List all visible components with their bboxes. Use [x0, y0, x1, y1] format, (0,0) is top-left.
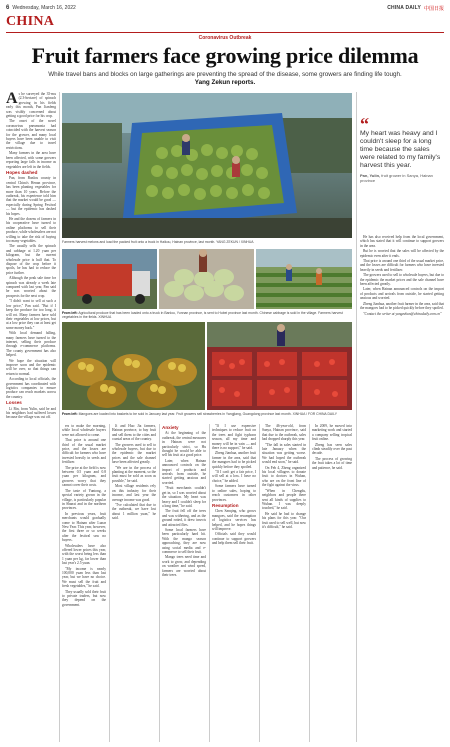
- paragraph: With local demand falling, many farmers have turned to the internet, selling their produce through e-commerce platforms. The county government has also helped.: [6, 331, 56, 358]
- paragraph: "If I can't get a fair price, I will sell at a loss. I have no choice," he added.: [212, 470, 256, 483]
- paragraph: Zheng Jianhua, another fruit farmer in the area, said that the mangoes had to be picked quickly before they spoiled.: [212, 451, 256, 469]
- paragraph: Ji and Huo Jia farmers, Hainan province, to buy fruit and sell them to the cities and coastal areas of the country.: [112, 424, 156, 442]
- masthead-brand: [387, 5, 444, 12]
- photo-credit: YANG ZEKUN / XINHUA: [216, 240, 254, 244]
- column-divider: [209, 424, 210, 742]
- column-divider: [356, 92, 357, 742]
- subhead: Resumption: [212, 502, 239, 508]
- paragraph: The usually sells the spinach and cabbage at 1.20 yuan per kilogram, but the current wholesale price is half that. To dispose of the crop before it spoils, he has had to reduce the price further.: [6, 244, 56, 275]
- paragraph: They usually sold their fruit to private traders, but now they depend on the government.: [62, 589, 106, 607]
- strawberries-image: [207, 322, 352, 410]
- deck-text: While travel bans and blocks on large gatherings are preventing the spread of the disease, some growers are finding life tough.: [48, 71, 402, 78]
- paragraph: ers to make the morning, while local wholesale buyers were not allowed to come.: [62, 424, 106, 437]
- column-divider: [59, 92, 60, 742]
- paragraph: Zheng has seen sales climb steadily over the past decade.: [312, 442, 352, 456]
- paragraph: Zheng Jianhua, another fruit farmer in the area, said that the mangoes had to be picked quickly before they spoiled.: [360, 301, 444, 311]
- paragraph: Most village residents rely on this industry for their income, and last year the average income was good.: [112, 484, 156, 502]
- paragraph: "If I use expensive techniques to reduce fruit on the trees and fight typhoon season, all my time and money will be in vain — and there is no support," he said.: [212, 424, 256, 451]
- photo-strawberries: [207, 322, 352, 410]
- caption-text: Farmers harvest melons and load the packed fruit onto a truck in Haikou, Hainan province, last month.: [62, 240, 216, 244]
- quote-text: My heart was heavy and I couldn't sleep for a long time because the sales were related to my family's harvest this year.: [360, 130, 441, 169]
- section-title: CHINA: [6, 14, 55, 29]
- paragraph: Chen Sanqing, who grows mangoes, said the resumption of logistics services has helped, and he hopes things will improve.: [212, 509, 256, 531]
- contact-line: "Contact the writer at yangzekun@chinadaily.com.cn": [363, 311, 442, 316]
- article-column-6: [262, 424, 306, 742]
- paragraph: Many farmers in the area have been affected, with some growers reporting large falls in income as vegetables are left in the fields.: [6, 151, 56, 169]
- paragraph: The growers used to sell to wholesale buyers, but due to the epidemic the market prices and the sale channel have been affected greatly.: [112, 442, 156, 465]
- paragraph: That price is around one third of the usual market price, and the losses are difficult for farmers who have invested heavily in seeds and fertilizer.: [62, 438, 106, 465]
- paragraph: Wholesalers have also offered lower prices this year, with the worst being less than 1 yuan per kg, far lower than last year's 2.5 yuan.: [62, 543, 106, 566]
- paragraph: The onset of the novel coronavirus pneumonia had coincided with the harvest season for the grower, and many local buyers have been unable to visit the village due to travel restrictions.: [6, 119, 56, 150]
- paragraph: "My income is nearly 100,000 yuan less than last year, but we have no choice. We must sell the fruit and fresh vegetables," he said.: [62, 566, 106, 589]
- quote-attribution: [360, 173, 442, 183]
- photo-credit: XINHUA / FOR CHINA DAILY: [292, 412, 337, 416]
- photo-vegetable-field: [256, 249, 352, 309]
- newspaper-name-chinese: 中国日报: [423, 5, 444, 12]
- paragraph: Some local farmers have been particularly hard hit. With the mango season approaching, they are now using social media and e-commerce to sell their fruit.: [162, 527, 206, 554]
- byline: Yang Zekun reports.: [194, 79, 256, 86]
- paragraph: The taste of Yuntong, a special variety grown in the village, is particularly popular in Shanxi and in the northern provinces.: [62, 488, 106, 511]
- headline: Fruit farmers face growing price dilemma: [31, 43, 419, 68]
- column-divider: [259, 424, 260, 742]
- paragraph: According to local officials, the government has coordinated with logistics companies to ensure produce can reach markets across the country.: [6, 377, 56, 399]
- quote-speaker: Pan, Yulin,: [360, 173, 381, 178]
- paragraph: Li Bin, from Yulin, said he and his neighbors had suffered losses because the village was cut off.: [6, 406, 56, 420]
- truck-loading-image: [62, 93, 352, 238]
- pull-quote: [360, 114, 442, 183]
- paragraph: "I've calculated that due to the outbreak, we have lost about 1 million yuan," he said.: [112, 502, 156, 521]
- article-column-5: [212, 424, 256, 742]
- paragraph: Some farmers have turned to online sales, hoping to reach customers in other provinces.: [212, 484, 256, 502]
- newspaper-name: CHINA DAILY: [387, 5, 421, 11]
- paragraph: "When in Chengdu, neighbors and people there sent all kinds of supplies to Wuhan. I was deeply touched," he said.: [262, 488, 306, 511]
- article-column-2: [62, 424, 106, 742]
- quote-speaker-role: fruit grower in Sanya, Hainan province: [360, 173, 433, 183]
- photo-truck-loading: [62, 93, 352, 238]
- paragraph: "We are in the process of planting at the moment, so the fruit must be sold as soon as possible," he said.: [112, 465, 156, 483]
- article-column-right: [360, 235, 444, 742]
- subhead: Anxiety: [162, 425, 179, 430]
- produce-truck-image: [62, 249, 157, 309]
- paragraph: The 46-year-old, from Sanya, Hainan province, said that due to the outbreak, sales had dropped sharply this year.: [262, 424, 306, 442]
- article-column-7: [312, 424, 352, 742]
- mango-baskets-image: [62, 322, 205, 410]
- paragraph: On Feb 4, Zheng organized his local villagers to donate fruit to doctors in Wuhan, who are on the front line of the fight against the virus.: [262, 465, 306, 488]
- paragraph: He has also received help from the local government, which has stated that it will continue to support growers in the area.: [360, 235, 444, 248]
- caption-title: From left:: [62, 412, 78, 416]
- quote-mark-icon: “: [360, 114, 369, 134]
- paragraph: Mango trees need time and work to grow, and depending on weather and wind speed, farmers are worried about their trees.: [162, 555, 206, 577]
- paragraph: "The fall in sales started in late January when the situation was getting worse. We had hoped the outbreak would end soon," he said.: [262, 442, 306, 465]
- paragraph: We hope the situation will improve soon and the epidemic will be over, so that things can return to normal.: [6, 358, 56, 376]
- paragraph: Although the peak sale time for spinach was already a week late compared with last year, Pan said he was worried about the prospects for the next crop.: [6, 276, 56, 298]
- issue-date: Wednesday, March 16, 2022: [12, 5, 76, 11]
- column-divider: [309, 424, 310, 742]
- paragraph: "I didn't want to sell at such a low price," Pan said. "But if I keep the produce for too long, it will rot. Many farmers have sold their vegetables at low prices, but at a low price they can at least get some money back.": [6, 299, 56, 330]
- paragraph: Later, when Hainan announced controls on the import of products and arrivals from outside, he started getting anxious and worried.: [360, 287, 444, 301]
- caption-text: Agricultural produce that has been loaded onto a truck in Banlou, Yunnan province, is sent to Hubei province last month. Chinese cabbage is sold in the village. Farmers harvest vegetables in the fields.: [62, 311, 343, 320]
- paragraph: Officials said they would continue to support growers and help them sell their fruit.: [212, 532, 256, 546]
- deck: [40, 71, 410, 87]
- drop-cap: A: [6, 92, 18, 107]
- page-number: 6: [6, 5, 10, 11]
- photo-mango-baskets: [62, 322, 205, 410]
- caption-text: Mangoes are loaded into baskets to be sold in January last year. Fruit growers sell strawberries in Yangjiang, Guangdong province last month.: [78, 412, 292, 416]
- paragraph: Later, when Hainan announced controls on the import of products and arrivals from outside, he started getting anxious and worried.: [162, 458, 206, 485]
- paragraph: The fruit fell off the trees and was withering, and as the ground rotted, it drew insects and attracted flies.: [162, 509, 206, 527]
- photo-credit: XINHUA: [98, 315, 112, 320]
- paragraph: In 2009, he moved into marketing work and started a company selling tropical fruit online.: [312, 424, 352, 442]
- paragraph: The process of growing the fruit takes a lot of time and patience, he said.: [312, 456, 352, 470]
- cabbage-image: [159, 249, 254, 309]
- article-column-1: [6, 92, 56, 742]
- photo-strip-caption: [62, 311, 352, 319]
- subhead: Hopes dashed: [6, 169, 38, 175]
- paragraph: He and the dozens of farmers in his cooperative have turned to online platforms to sell their produce, while wholesalers are not willing to take the risk of buying too many vegetables.: [6, 216, 56, 243]
- caption-title: From left:: [62, 311, 78, 315]
- paragraph: That price is around one third of the usual market price, and the losses are difficult for farmers who have invested heavily in seeds and fertilizer.: [360, 259, 444, 272]
- section-divider: [6, 32, 444, 33]
- paragraph: The growers used to sell to wholesale buyers, but due to the epidemic the market prices and the sale channel have been affected greatly.: [360, 273, 444, 287]
- photo-truck-caption: [62, 240, 352, 244]
- paragraph: The price at the field is now between 0.5 yuan and 0.8 yuan per kilogram, and growers worry that they cannot cover their costs.: [62, 465, 106, 488]
- column-divider: [159, 424, 160, 742]
- photo-produce-truck: [62, 249, 157, 309]
- article-column-3: [112, 424, 156, 742]
- paragraph: But he is worried that the sales will be affected by the epidemic even after it ends.: [360, 249, 444, 258]
- article-column-4: [162, 424, 206, 742]
- photo-cabbage: [159, 249, 254, 309]
- kicker: Coronavirus Outbreak: [198, 35, 252, 41]
- paragraph: In previous years, fruit merchants would gradually come to Hainan after Lunar New Year. This year, however, the first three or so weeks after the festival saw no buyers.: [62, 511, 106, 543]
- paragraph: Pan, from Banlou county in central China's Henan province, has been planting vegetables for more than 10 years. Before the outbreak, his experience told him that the market would be good — especially during Spring Festival — but the epidemic has dashed his hopes.: [6, 176, 56, 216]
- paragraph: "Fruit merchants couldn't get in, so I was worried about the situation. My heart was heavy and I couldn't sleep for a long time," he said.: [162, 486, 206, 508]
- vegetable-field-image: [256, 249, 352, 309]
- photo-strip-caption-2: [62, 412, 352, 416]
- paragraph: s he surveyed the 35-mu (2.3-hectare) of spinach growing in his fields early this month, Pan Jianfeng was visibly concerned about getting a good price for his crop.: [6, 92, 56, 119]
- subhead: Losses: [6, 400, 22, 406]
- masthead: [6, 3, 444, 13]
- paragraph: At the beginning of the outbreak, the central measures in Hainan were not particularly strict, so Hu thought he would be able to sell his fruit at a good price.: [162, 431, 206, 458]
- column-divider: [109, 424, 110, 742]
- paragraph: He said he had to change his plans for this year. "Our fruit used to sell well, but now it's difficult," he said.: [262, 511, 306, 529]
